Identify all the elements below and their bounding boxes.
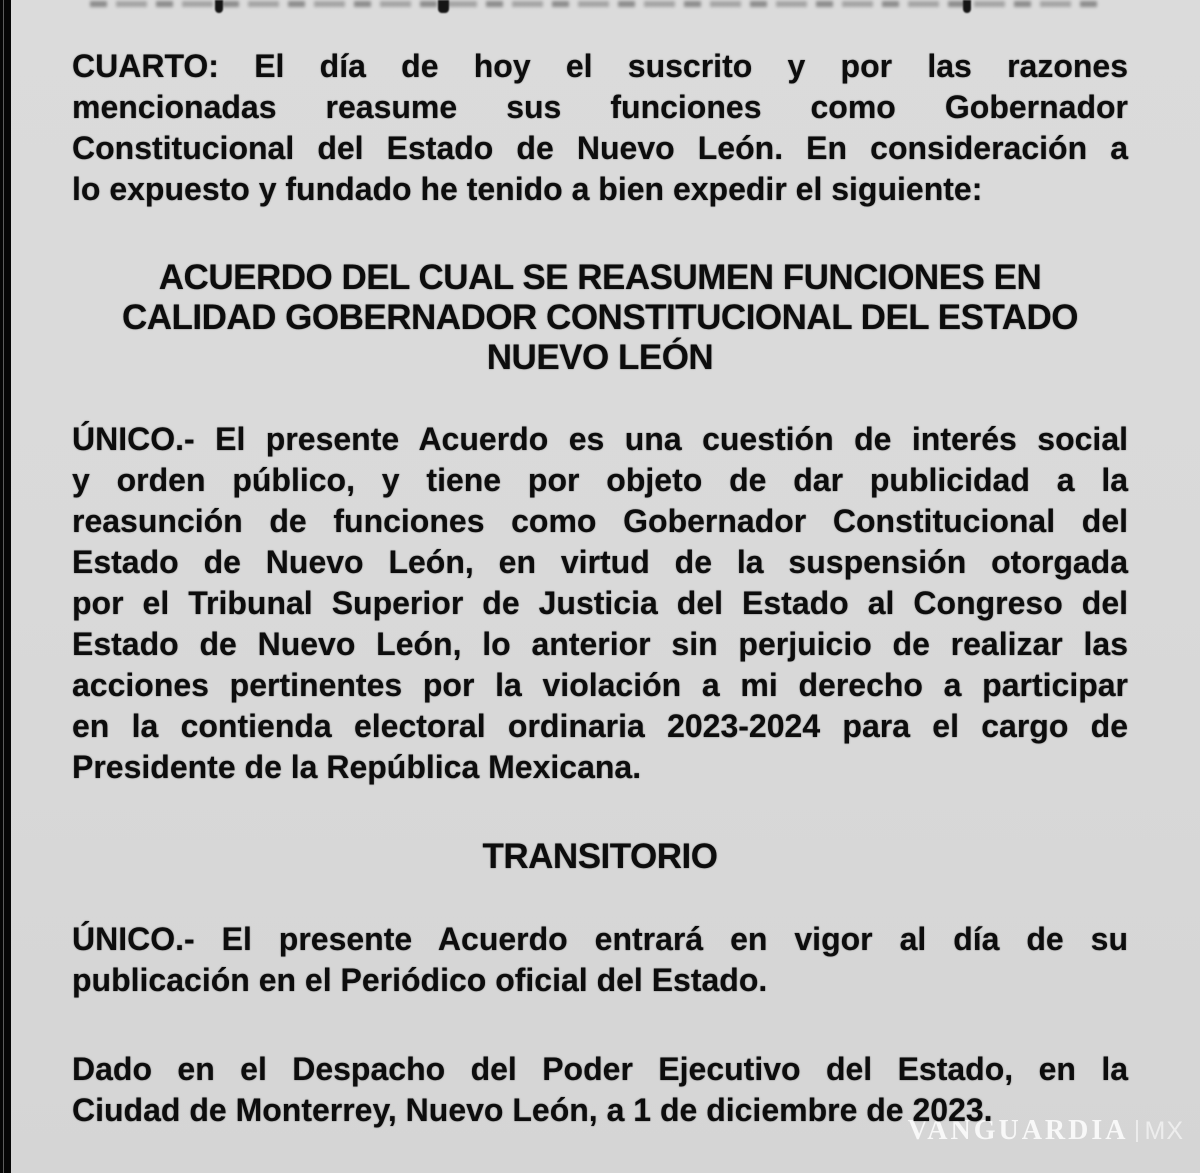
text-line: Presidente de la República Mexicana. xyxy=(72,749,642,785)
paragraph-dado xyxy=(72,1049,1128,1131)
text-line: Ciudad de Monterrey, Nuevo León, a 1 de diciembre de 2023. xyxy=(72,1092,993,1128)
text-line: Constitucional del Estado de Nuevo León. En consideración a xyxy=(72,130,1128,166)
scan-edge-bar xyxy=(0,0,11,1173)
text-line: por el Tribunal Superior de Justicia del Estado al Congreso del xyxy=(72,585,1128,621)
heading-line: CALIDAD GOBERNADOR CONSTITUCIONAL DEL ESTADO xyxy=(121,298,1079,337)
heading-transitorio xyxy=(72,837,1128,877)
text-line: lo expuesto y fundado he tenido a bien expedir el siguiente: xyxy=(72,171,983,207)
text-line: Dado en el Despacho del Poder Ejecutivo del Estado, en la xyxy=(72,1051,1128,1087)
clipped-descender xyxy=(438,0,449,13)
heading-acuerdo xyxy=(72,258,1128,378)
paragraph-unico xyxy=(72,419,1128,788)
watermark-suffix-text: MX xyxy=(1144,1116,1184,1145)
heading-line: TRANSITORIO xyxy=(482,837,718,876)
text-line: ÚNICO.- El presente Acuerdo es una cuestión de interés social xyxy=(72,421,1128,457)
clipped-descender xyxy=(215,0,223,13)
text-line: CUARTO: El día de hoy el suscrito y por las razones xyxy=(72,48,1128,84)
clipped-text-top xyxy=(90,0,1105,15)
clipped-descender xyxy=(963,0,971,13)
clipped-text-smudge xyxy=(90,1,1105,7)
heading-line: NUEVO LEÓN xyxy=(486,338,714,377)
text-line: acciones pertinentes por la violación a mi derecho a participar xyxy=(72,667,1128,703)
text-line: ÚNICO.- El presente Acuerdo entrará en vigor al día de su xyxy=(72,921,1128,957)
watermark-brand-text: VANGUARDIA xyxy=(907,1115,1129,1146)
text-line: mencionadas reasume sus funciones como Gobernador xyxy=(72,89,1128,125)
heading-line: ACUERDO DEL CUAL SE REASUMEN FUNCIONES EN xyxy=(158,258,1042,297)
text-line: Estado de Nuevo León, en virtud de la suspensión otorgada xyxy=(72,544,1128,580)
text-line: y orden público, y tiene por objeto de dar publicidad a la xyxy=(72,462,1128,498)
text-line: publicación en el Periódico oficial del Estado. xyxy=(72,962,768,998)
paragraph-unico-transitorio xyxy=(72,919,1128,1001)
text-line: reasunción de funciones como Gobernador Constitucional del xyxy=(72,503,1128,539)
text-line: en la contienda electoral ordinaria 2023-2024 para el cargo de xyxy=(72,708,1128,744)
text-line: Estado de Nuevo León, lo anterior sin perjuicio de realizar las xyxy=(72,626,1128,662)
watermark-divider-bar xyxy=(1136,1120,1138,1142)
paragraph-cuarto xyxy=(72,46,1128,210)
